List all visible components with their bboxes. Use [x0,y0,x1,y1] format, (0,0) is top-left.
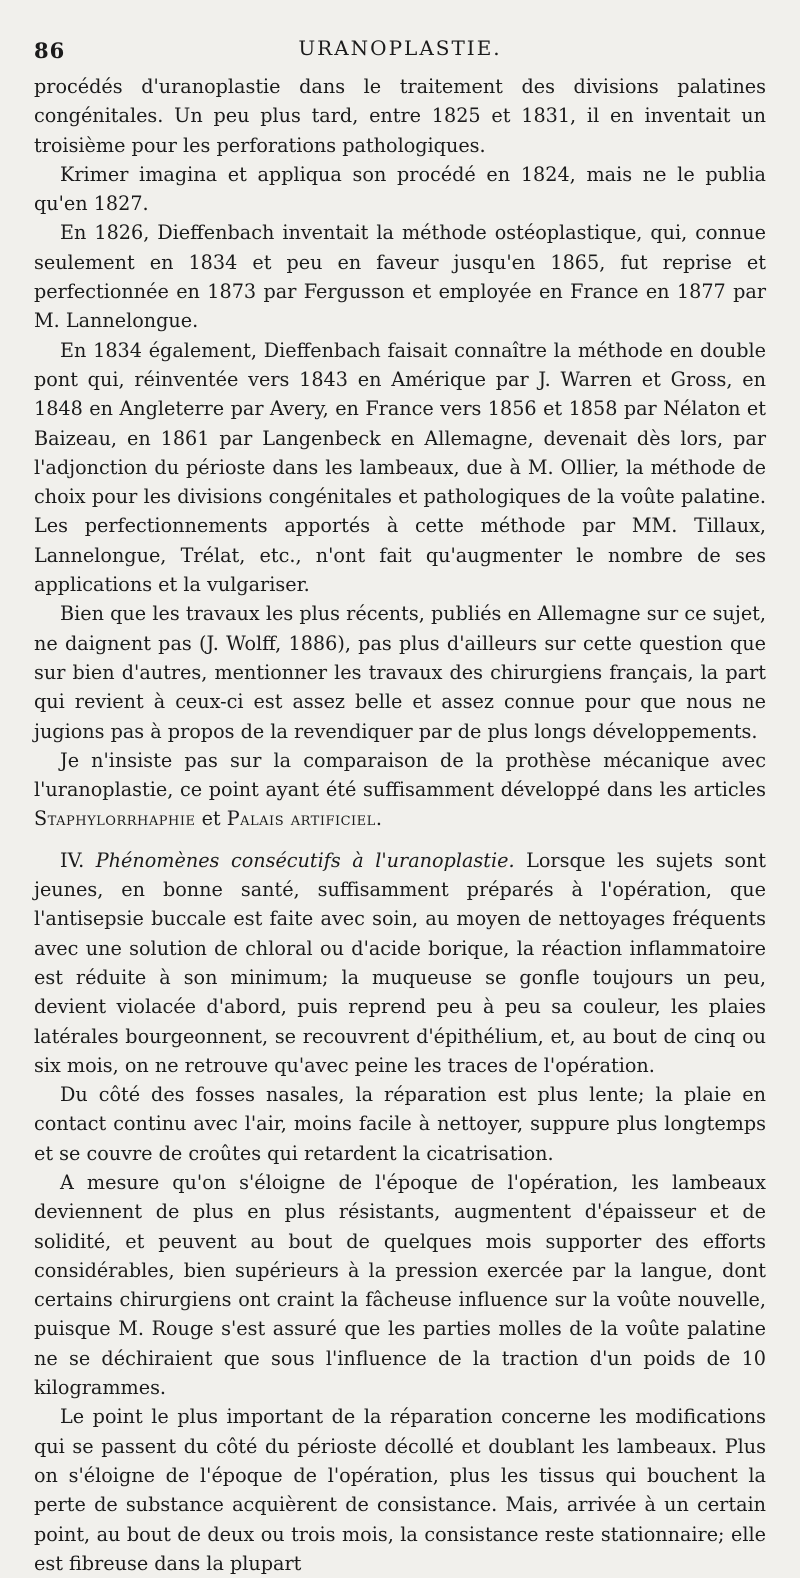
paragraph: En 1826, Dieffenbach inventait la méthode ostéoplastique, qui, connue seulement en 1834 et peu en faveur jusqu'en 1865, fut reprise et perfectionnée en 1873 par Fergusson et employée en France en 1877 par M. Lannelongue. [34,221,766,333]
section-heading-paragraph [34,846,766,1080]
paragraph: Bien que les travaux les plus récents, publiés en Allemagne sur ce sujet, ne daignent pas (J. Wolff, 1886), pas plus d'ailleurs sur cette question que sur bien d'autres, mentionner les travaux des chirurgiens français, la part qui revient à ceux-ci est assez belle et assez connue pour que nous ne jugions pas à propos de la revendiquer par de plus longs développements. [34,602,766,743]
paragraph: procédés d'uranoplastie dans le traitement des divisions palatines congénitales. Un peu plus tard, entre 1825 et 1831, il en inventait un troisième pour les perforations pathologiques. [34,75,766,157]
paragraph-text: et [195,807,227,831]
paragraph: A mesure qu'on s'éloigne de l'époque de l'opération, les lambeaux deviennent de plus en plus résistants, augmentent d'épaisseur et de solidité, et peuvent au bout de quelques mois supporter des efforts considérables, bien supérieurs à la pression exercée par la langue, dont certains chirurgiens ont craint la fâcheuse influence sur la voûte nouvelle, puisque M. Rouge s'est assuré que les parties molles de la voûte palatine ne se déchiraient que sous l'influence de la traction d'un poids de 10 kilogrammes. [34,1170,766,1400]
paragraph-articles-reference [34,746,766,834]
paragraph-text: . [375,807,382,831]
section-gap [34,834,766,846]
paragraph-text: Lorsque les sujets sont jeunes, en bonne santé, suffisamment préparés à l'opération, que l'antisepsie buccale est faite avec soin, au moyen de nettoyages fréquents avec une solution de chloral ou d'acide borique, la réaction inflammatoire est réduite à son minimum; la muqueuse se gonfle toujours un peu, devient violacée d'abord, puis reprend peu à peu sa couleur, les plaies latérales bourgeonnent, se recouvrent d'épithélium, et, au bout de cinq ou six mois, on ne retrouve qu'avec peine les traces de l'opération. [34,848,766,1077]
page-number: 86 [34,38,66,63]
article-reference-palais-artificiel: Palais artificiel [226,807,376,831]
paragraph: Du côté des fosses nasales, la réparation est plus lente; la plaie en contact continu avec l'air, moins facile à nettoyer, suppure plus longtemps et se couvre de croûtes qui retardent la cicatrisation. [34,1083,766,1165]
running-title: URANOPLASTIE. [298,36,502,60]
page-header [34,20,766,64]
body-text [34,72,766,1578]
section-number: IV. [60,848,85,872]
article-reference-staphylorrhaphie: Staphylorrhaphie [34,807,196,831]
paragraph: Le point le plus important de la réparation concerne les modifications qui se passent du côté du périoste décollé et doublant les lambeaux. Plus on s'éloigne de l'époque de l'opération, plus les tissus qui bouchent la perte de substance acquièrent de consistance. Mais, arrivée à un certain point, au bout de deux ou trois mois, la consistance reste stationnaire; elle est fibreuse dans la plupart [34,1405,766,1575]
paragraph: En 1834 également, Dieffenbach faisait connaître la méthode en double pont qui, réinventée vers 1843 en Amérique par J. Warren et Gross, en 1848 en Angleterre par Avery, en France vers 1856 et 1858 par Nélaton et Baizeau, en 1861 par Langenbeck en Allemagne, devenait dès lors, par l'adjonction du périoste dans les lambeaux, due à M. Ollier, la méthode de choix pour les divisions congénitales et pathologiques de la voûte palatine. Les perfectionnements apportés à cette méthode par MM. Tillaux, Lannelongue, Trélat, etc., n'ont fait qu'augmenter le nombre de ses applications et la vulgariser. [34,338,766,597]
paragraph-text: Je n'insiste pas sur la comparaison de la prothèse mécanique avec l'uranoplastie, ce point ayant été suffisamment développé dans les articles [34,748,766,802]
paragraph: Krimer imagina et appliqua son procédé en 1824, mais ne le publia qu'en 1827. [34,162,766,216]
section-title: Phénomènes consécutifs à l'uranoplastie. [95,848,515,872]
